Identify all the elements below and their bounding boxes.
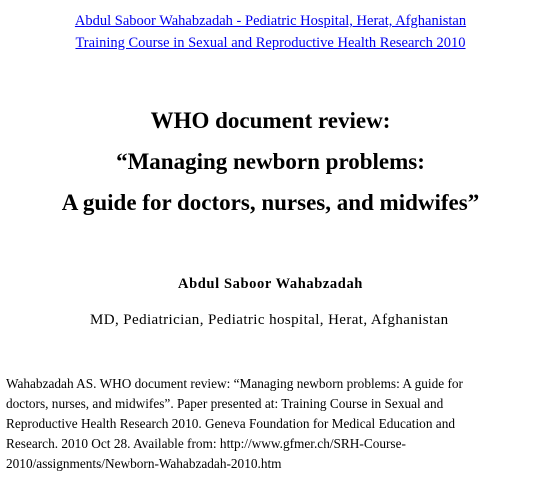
citation-line: Reproductive Health Research 2010. Geneva Foundation for Medical Education and bbox=[6, 416, 455, 431]
title-line-2: “Managing newborn problems: bbox=[116, 149, 425, 174]
document-title bbox=[0, 100, 541, 223]
citation-line: 2010/assignments/Newborn-Wahabzadah-2010.htm bbox=[6, 456, 282, 471]
citation-line: Research. 2010 Oct 28. Available from: http://www.gfmer.ch/SRH-Course- bbox=[6, 436, 406, 451]
citation-line: Wahabzadah AS. WHO document review: “Managing newborn problems: A guide for bbox=[6, 376, 463, 391]
author-hospital-link[interactable]: Abdul Saboor Wahabzadah - Pediatric Hospital, Herat, Afghanistan bbox=[74, 13, 467, 29]
citation-paragraph bbox=[6, 374, 536, 474]
header-links bbox=[0, 10, 541, 54]
author-name: Abdul Saboor Wahabzadah bbox=[178, 276, 363, 292]
title-line-1: WHO document review: bbox=[150, 108, 391, 133]
training-course-link[interactable]: Training Course in Sexual and Reproductive Health Research 2010 bbox=[75, 35, 466, 51]
author-affiliation: MD, Pediatrician, Pediatric hospital, Herat, Afghanistan bbox=[90, 312, 449, 328]
title-line-3: A guide for doctors, nurses, and midwifes” bbox=[61, 190, 480, 215]
citation-line: doctors, nurses, and midwifes”. Paper presented at: Training Course in Sexual and bbox=[6, 396, 444, 411]
